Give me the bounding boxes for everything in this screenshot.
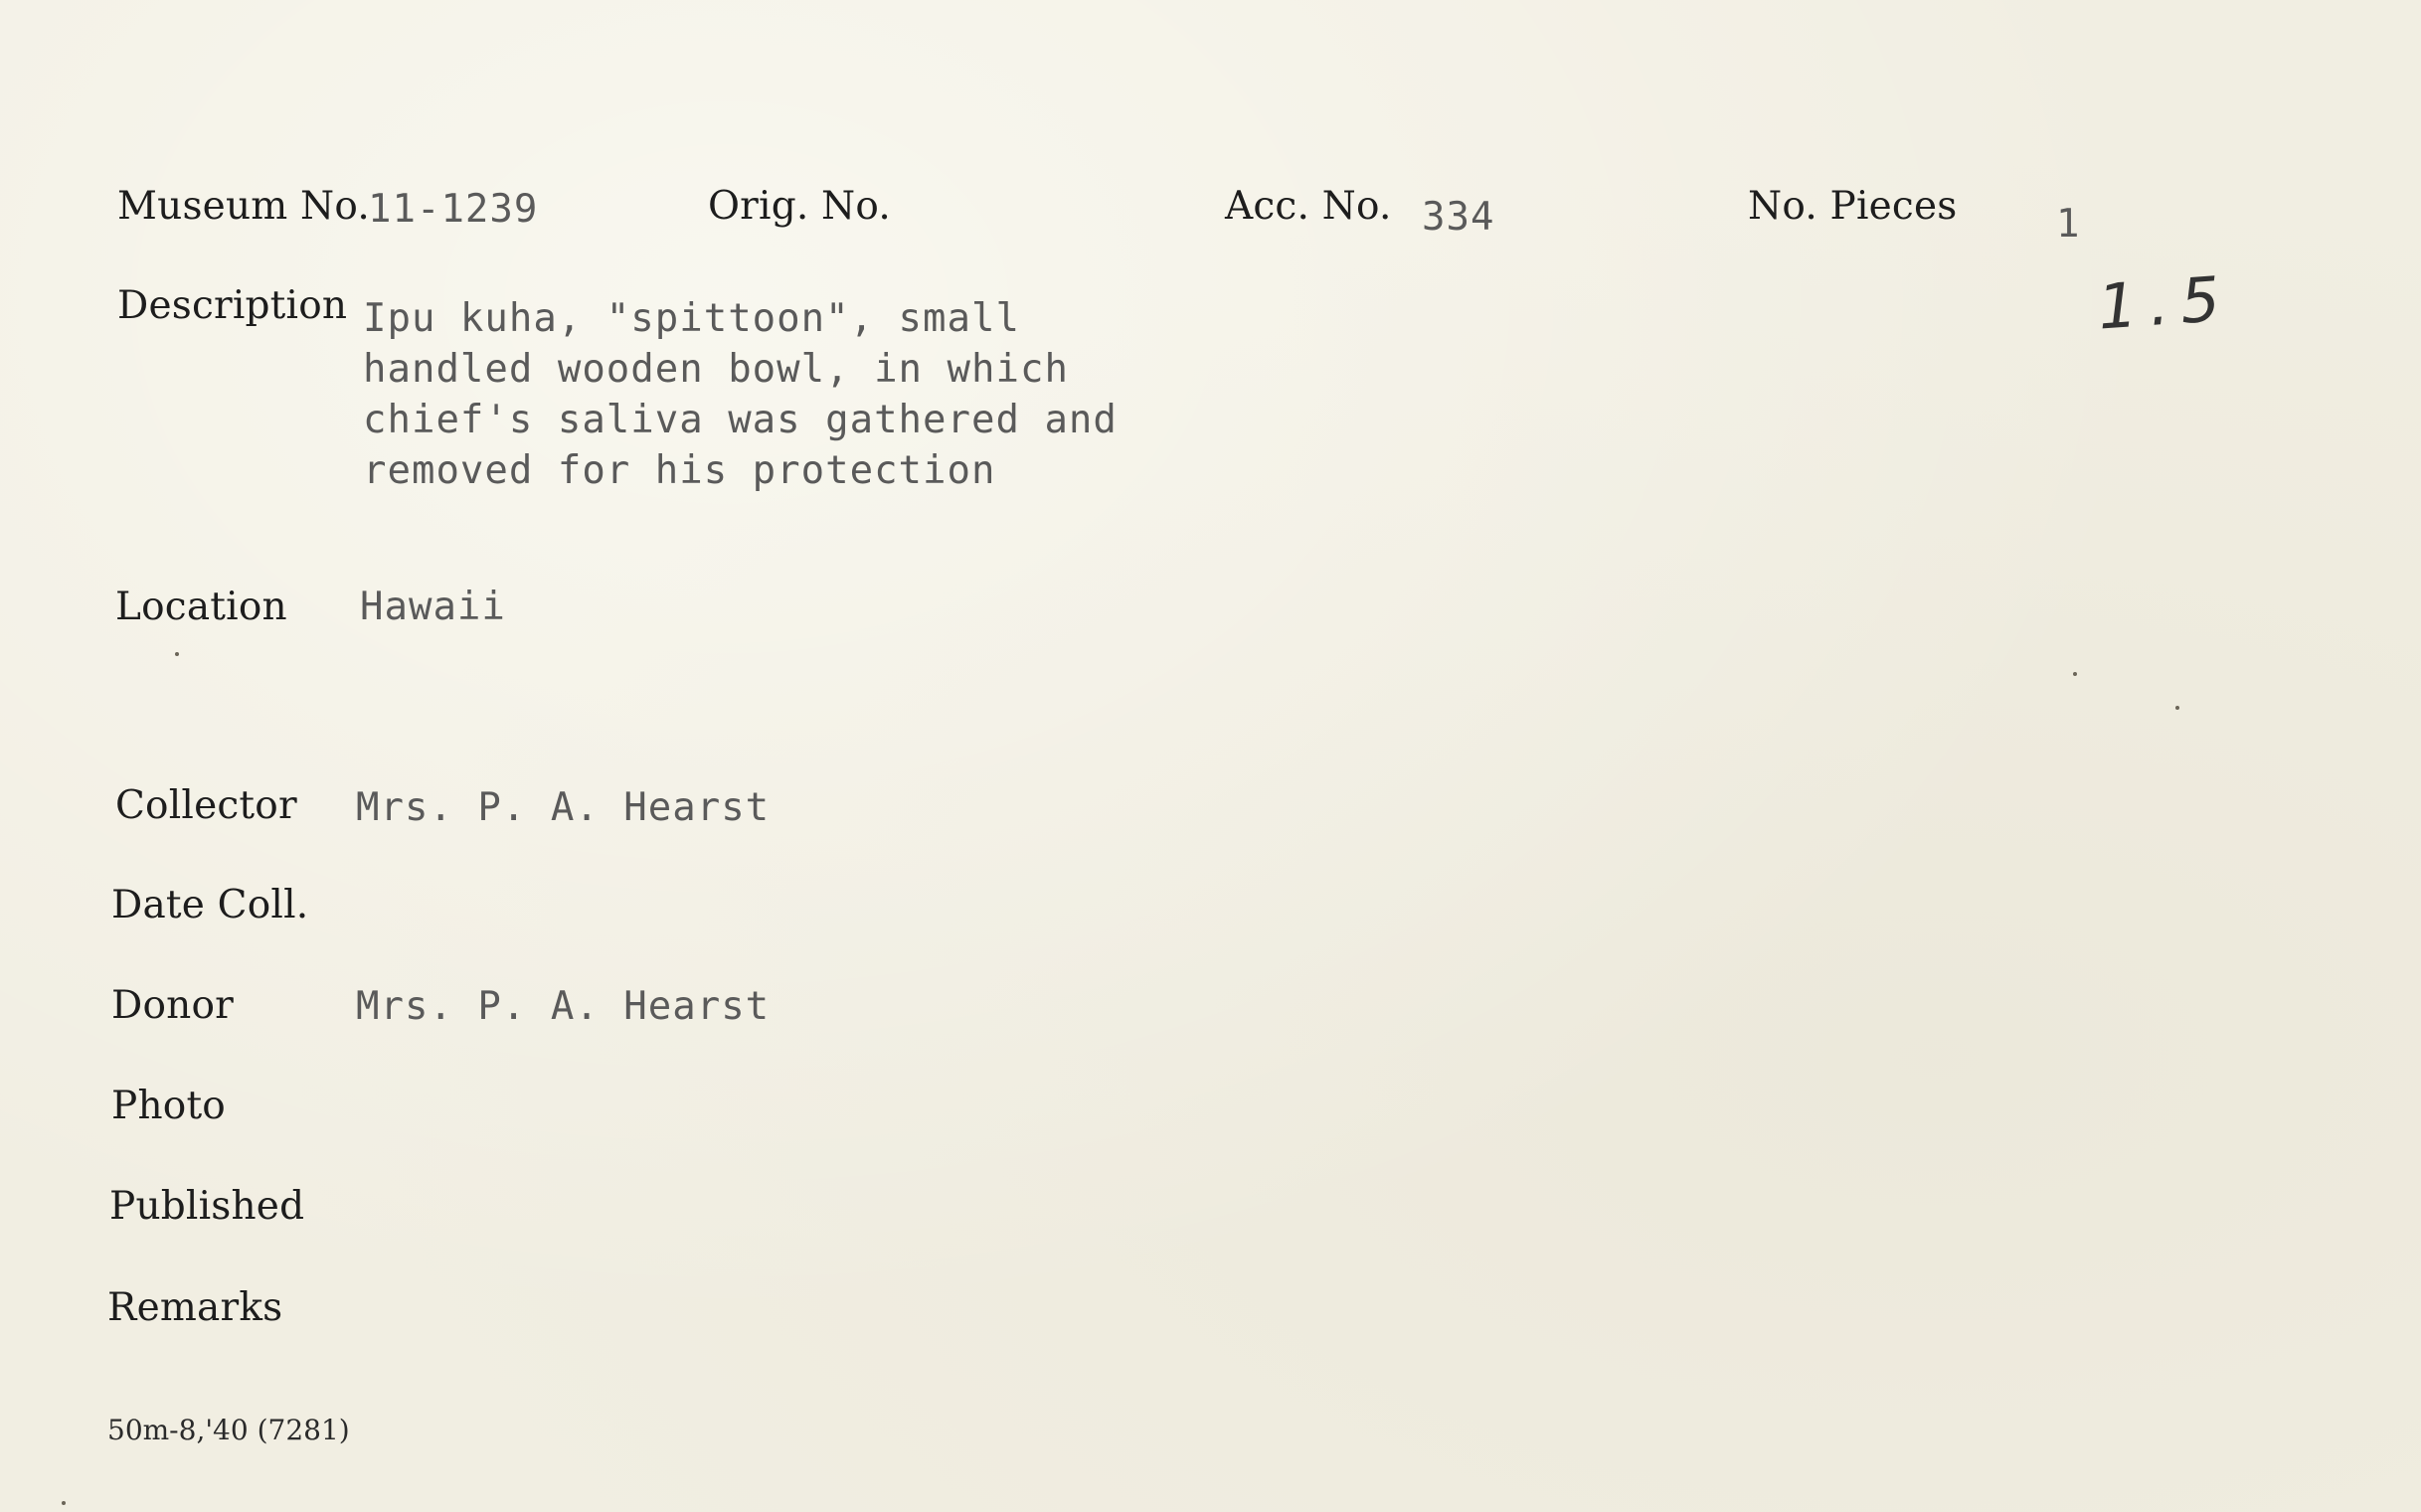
location-label: Location [115, 585, 287, 629]
collector-value: Mrs. P. A. Hearst [356, 785, 771, 830]
description-text [363, 293, 1118, 496]
description-line: chief's saliva was gathered and [363, 398, 1118, 442]
location-value: Hawaii [360, 585, 506, 629]
paper-speck [175, 652, 179, 656]
description-line: Ipu kuha, "spittoon", small [363, 296, 1020, 341]
collector-label: Collector [115, 783, 297, 828]
date-coll-label: Date Coll. [111, 883, 309, 927]
paper-speck [62, 1501, 66, 1505]
footer-print-code: 50m-8,'40 (7281) [107, 1414, 350, 1446]
orig-no-label: Orig. No. [708, 184, 891, 229]
description-line: removed for his protection [363, 448, 996, 493]
description-line: handled wooden bowl, in which [363, 347, 1069, 392]
remarks-label: Remarks [107, 1285, 283, 1330]
paper-speck [2175, 706, 2179, 710]
museum-no-value: 11-1239 [368, 187, 539, 232]
photo-label: Photo [111, 1084, 226, 1128]
museum-no-label: Museum No. [117, 184, 370, 229]
acc-no-value: 334 [1422, 195, 1495, 240]
published-label: Published [109, 1184, 305, 1229]
no-pieces-value: 1 [2056, 202, 2081, 247]
handwritten-note: 1.5 [2095, 261, 2234, 344]
paper-speck [2073, 672, 2077, 676]
description-label: Description [117, 283, 348, 328]
acc-no-label: Acc. No. [1225, 184, 1392, 229]
no-pieces-label: No. Pieces [1748, 184, 1958, 229]
donor-value: Mrs. P. A. Hearst [356, 984, 771, 1029]
donor-label: Donor [111, 983, 234, 1028]
